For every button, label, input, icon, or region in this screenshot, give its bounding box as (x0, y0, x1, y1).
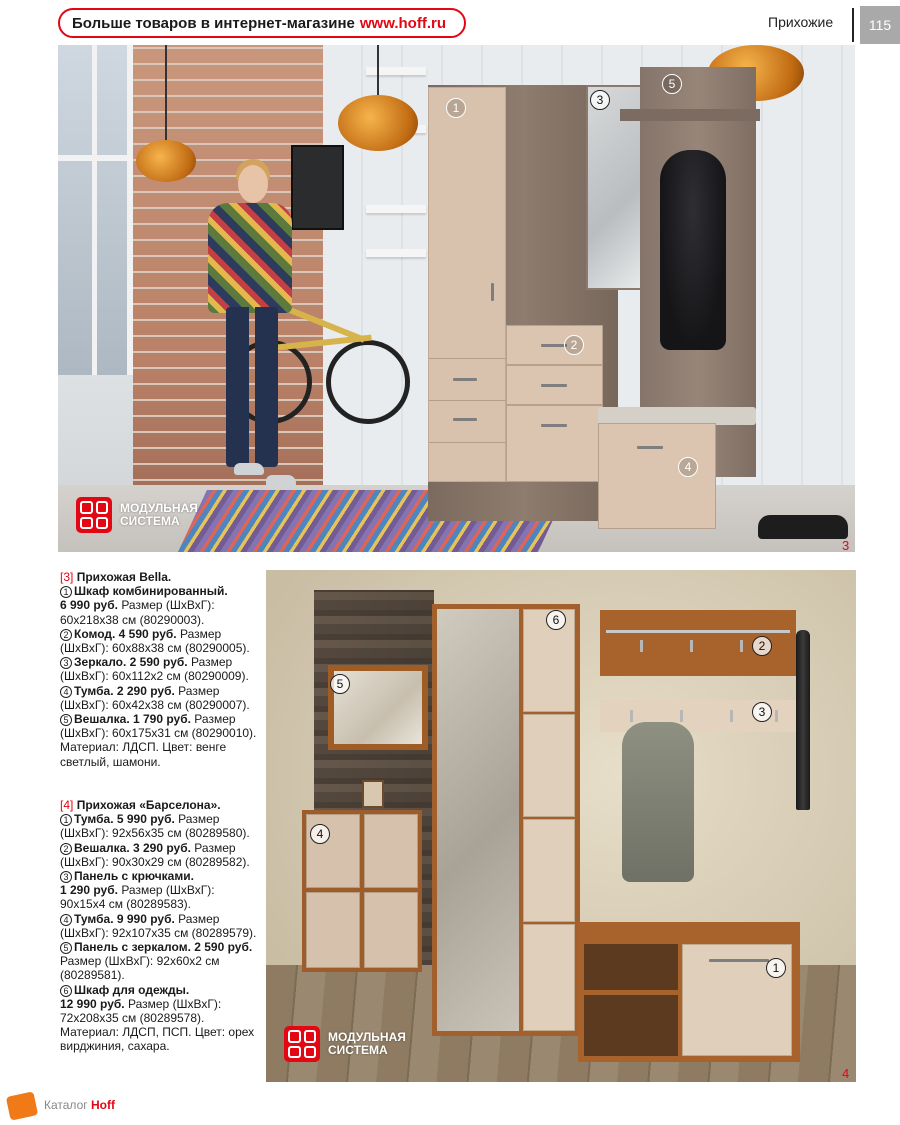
photo-bella-hallway (58, 45, 855, 552)
photo-frame (362, 780, 384, 808)
item-badge-2: 2 (752, 636, 772, 656)
bella-dresser (506, 325, 603, 482)
bella-description (60, 570, 260, 769)
item-badge-6: 6 (546, 610, 566, 630)
promo-banner[interactable] (58, 8, 466, 38)
item-badge-3: 3 (752, 702, 772, 722)
item-badge-5: 5 (662, 74, 682, 94)
bella-bench (598, 423, 716, 529)
barcelona-item-6: 6 Шкаф для одежды. 12 990 руб. Размер (ШхВхГ): 72х208х35 см (80289578). Материал: ЛДСП, ПСП. Цвет: орех вирджиния, сахара. (60, 982, 255, 1054)
modular-line-1: МОДУЛЬНАЯ (120, 501, 198, 515)
bella-item-2: 2 Комод. 4 590 руб. Размер (ШхВхГ): 60х88х38 см (80290005). (60, 626, 250, 656)
page-number: 115 (860, 6, 900, 44)
barcelona-bench (578, 922, 800, 1062)
barcelona-wardrobe (432, 604, 580, 1036)
discount-sticker-icon (6, 1091, 38, 1120)
barcelona-item-4: 4 Тумба. 9 990 руб. Размер (ШхВхГ): 92х107х35 см (80289579). (60, 911, 257, 940)
bella-title: Прихожая Bella. (76, 570, 172, 584)
item-badge-1: 1 (766, 958, 786, 978)
item-badge-3: 3 (590, 90, 610, 110)
modular-system-icon (284, 1026, 320, 1062)
person-jacket (208, 203, 292, 313)
modular-line-1: МОДУЛЬНАЯ (328, 1030, 406, 1044)
lamp-cord (165, 45, 167, 140)
modular-line-2: СИСТЕМА (120, 514, 180, 528)
photo-barcelona-hallway (266, 570, 856, 1082)
shoes (758, 515, 848, 539)
modular-system-icon (76, 497, 112, 533)
window (58, 45, 133, 375)
bella-ref: [3] (60, 570, 74, 584)
promo-text: Больше товаров в интернет-магазине (72, 14, 355, 32)
modular-line-2: СИСТЕМА (328, 1043, 388, 1057)
lamp-cord (377, 45, 379, 95)
promo-url-link[interactable]: www.hoff.ru (359, 14, 446, 32)
wall-picture (291, 145, 344, 230)
bicycle-wheel (326, 340, 410, 424)
bella-wardrobe (428, 87, 506, 482)
modular-system-label (76, 497, 198, 533)
item-badge-5: 5 (330, 674, 350, 694)
barcelona-item-5: 5 Панель с зеркалом. 2 590 руб. Размер (ШхВхГ): 92х60х2 см (80289581). (60, 940, 253, 983)
modular-system-label (284, 1026, 406, 1062)
barcelona-item-3: 3 Панель с крючками. 1 290 руб. Размер (ШхВхГ): 90х15х4 см (80289583). (60, 869, 215, 912)
person-shoe (234, 463, 264, 475)
bella-item-4: 4 Тумба. 2 290 руб. Размер (ШхВхГ): 60х42х38 см (80290007). (60, 683, 250, 712)
barcelona-item-2: 2 Вешалка. 3 290 руб. Размер (ШхВхГ): 90х30х29 см (80289582). (60, 840, 250, 869)
person-head (238, 165, 268, 203)
pendant-lamp (136, 140, 196, 182)
barcelona-title: Прихожая «Барселона». (76, 798, 221, 812)
barcelona-ref: [4] (60, 798, 74, 812)
item-badge-4: 4 (310, 824, 330, 844)
barcelona-item-1: 1 Тумба. 5 990 руб. Размер (ШхВхГ): 92х56х35 см (80289580). (60, 812, 250, 841)
photo-number-4: 4 (842, 1066, 850, 1081)
header-divider (852, 8, 854, 42)
wall-shelf (366, 67, 426, 75)
wall-shelf (366, 249, 426, 257)
bella-item-3: 3 Зеркало. 2 590 руб. Размер (ШхВхГ): 60х112х2 см (80290009). (60, 655, 249, 684)
footer-prefix: Каталог (44, 1098, 88, 1112)
bella-item-5: 5 Вешалка. 1 790 руб. Размер (ШхВхГ): 60х175х31 см (80290010). Материал: ЛДСП. Цвет: венге светлый, шамони. (60, 712, 257, 769)
person-shoe (266, 475, 296, 487)
photo-number-3: 3 (842, 538, 850, 553)
item-badge-4: 4 (678, 457, 698, 477)
footer-catalog (44, 1098, 115, 1112)
section-title: Прихожие (768, 14, 834, 30)
person-legs (226, 307, 278, 467)
umbrella (796, 630, 810, 810)
wall-shelf (366, 205, 426, 213)
item-badge-1: 1 (446, 98, 466, 118)
pendant-lamp (338, 95, 418, 151)
item-badge-2: 2 (564, 335, 584, 355)
barcelona-description (60, 798, 260, 1054)
coat (660, 150, 726, 350)
jacket (622, 722, 694, 882)
footer-brand: Hoff (90, 1098, 115, 1112)
bella-item-1: 1 Шкаф комбинированный. 6 990 руб. Размер (ШхВхГ): 60х218х38 см (80290003). (60, 584, 228, 627)
